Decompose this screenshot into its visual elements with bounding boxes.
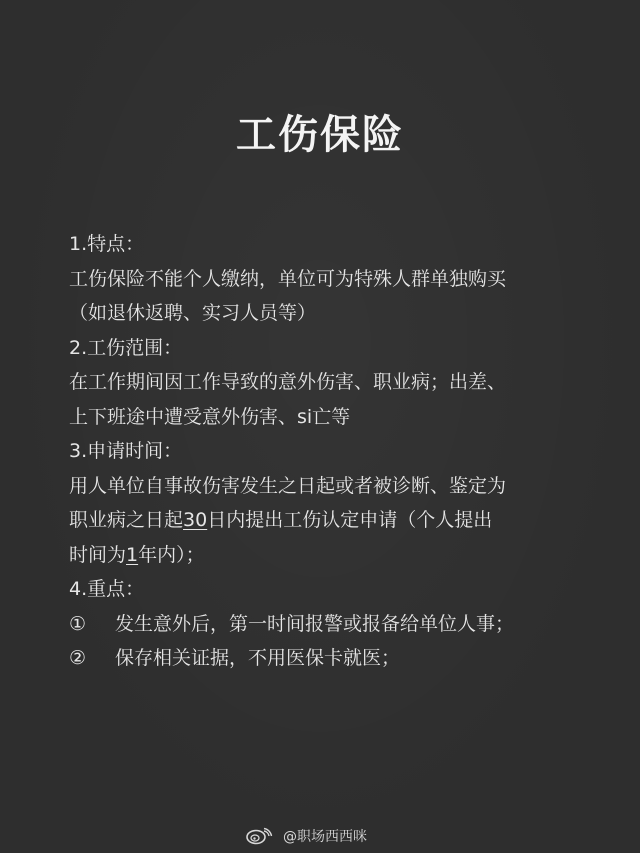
- application-text-line-3: [69, 538, 614, 573]
- weibo-icon: [245, 827, 279, 845]
- key-point-item: [69, 641, 614, 676]
- application-text-fragment: 年内）；: [138, 543, 205, 566]
- key-point-marker: ②: [69, 647, 87, 669]
- days-number: 30: [183, 509, 208, 531]
- section-heading-features: 1.特点：: [69, 233, 145, 255]
- application-text-line-2: [69, 503, 614, 538]
- features-text-line-2: （如退休返聘、实习人员等）: [69, 302, 317, 324]
- key-point-marker: ①: [69, 612, 87, 635]
- application-text-fragment: 日内提出工伤认定申请（个人提出: [207, 509, 493, 531]
- application-text-fragment: 职业病之日起: [69, 509, 184, 531]
- document-body: [69, 227, 614, 676]
- key-point-text: 发生意外后，第一时间报警或报备给单位人事；: [115, 612, 515, 635]
- section-heading-application-time: 3.申请时间：: [69, 440, 183, 462]
- application-text-fragment: 时间为: [69, 543, 127, 566]
- watermark-text: @职场西西咪: [283, 829, 367, 845]
- section-heading-scope: 2.工伤范围：: [69, 336, 183, 359]
- scope-text-line-1: 在工作期间因工作导致的意外伤害、职业病；出差、: [69, 371, 507, 393]
- application-text-line-1: 用人单位自事故伤害发生之日起或者被诊断、鉴定为: [69, 474, 507, 497]
- scope-text-line-2: 上下班途中遭受意外伤害、si亡等: [69, 405, 351, 428]
- section-heading-key-points: 4.重点：: [69, 578, 145, 600]
- page-title: 工伤保险: [236, 112, 404, 158]
- features-text-line-1: 工伤保险不能个人缴纳，单位可为特殊人群单独购买: [69, 267, 507, 290]
- watermark: [245, 825, 367, 847]
- years-number: 1: [126, 543, 139, 566]
- key-point-text: 保存相关证据，不用医保卡就医；: [115, 647, 401, 669]
- key-point-item: [69, 607, 614, 642]
